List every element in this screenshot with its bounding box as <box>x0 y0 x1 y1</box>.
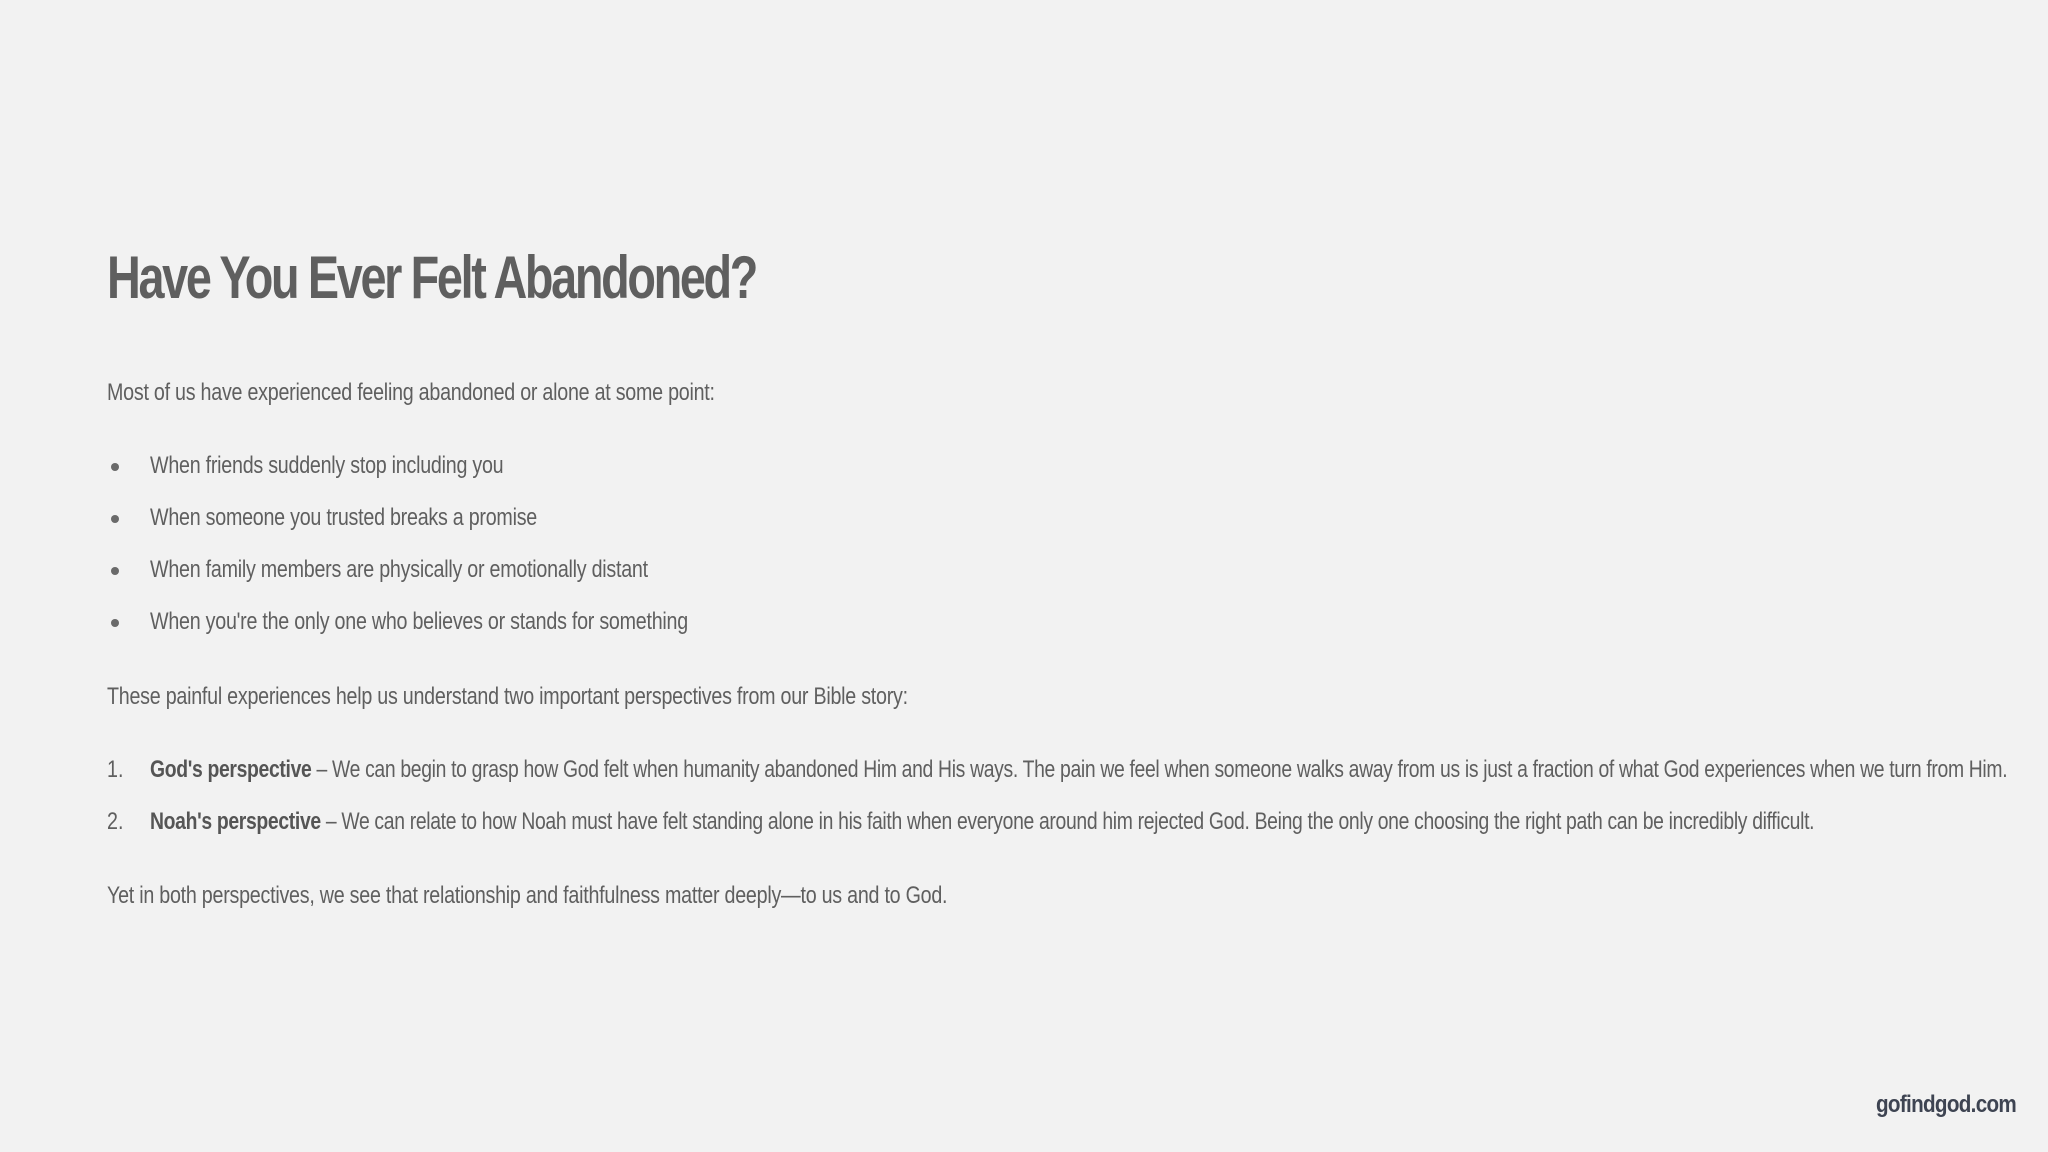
item-body <box>150 806 1814 838</box>
intro-paragraph: Most of us have experienced feeling abandoned or alone at some point: <box>107 379 715 406</box>
bullet-text: When family members are physically or emotionally distant <box>150 556 648 583</box>
item-term: Noah's perspective <box>150 808 321 835</box>
perspectives-intro: These painful experiences help us understand two important perspectives from our Bible story: <box>107 683 908 710</box>
bullet-text: When someone you trusted breaks a promise <box>150 504 538 531</box>
closing-paragraph: Yet in both perspectives, we see that relationship and faithfulness matter deeply—to us and to God. <box>107 882 948 909</box>
item-text: – We can begin to grasp how God felt when humanity abandoned Him and His ways. The pain we feel when someone walks away from us is just a fraction of what God experiences when we turn from Him. <box>311 756 2008 783</box>
item-term: God's perspective <box>150 756 312 783</box>
bullet-dot-icon <box>111 567 119 575</box>
slide-title: Have You Ever Felt Abandoned? <box>107 244 757 311</box>
item-number: 1. <box>107 756 124 783</box>
bullet-dot-icon <box>111 619 119 627</box>
brand-logo: gofindgod.com <box>1876 1091 2017 1118</box>
bullet-text: When friends suddenly stop including you <box>150 452 504 479</box>
item-number: 2. <box>107 808 124 835</box>
item-text: – We can relate to how Noah must have felt standing alone in his faith when everyone around him rejected God. Being the only one choosing the right path can be incredibly difficult. <box>320 808 1815 835</box>
bullet-text: When you're the only one who believes or stands for something <box>150 608 688 635</box>
bullet-dot-icon <box>111 515 119 523</box>
bullet-dot-icon <box>111 463 119 471</box>
item-body <box>150 754 2007 786</box>
